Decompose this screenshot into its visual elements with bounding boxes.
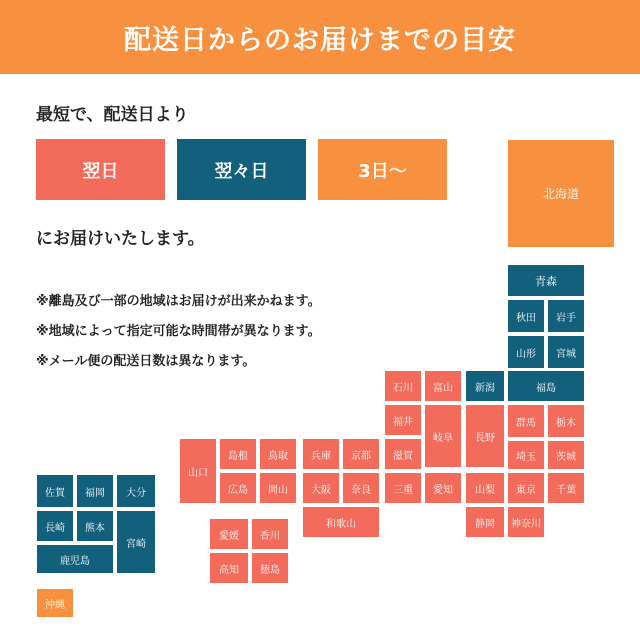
pref-nagano: 長野 xyxy=(465,404,505,468)
tail-text: にお届けいたします。 xyxy=(36,229,205,249)
pref-ehime: 愛媛 xyxy=(209,518,249,550)
pref-shizuoka: 静岡 xyxy=(465,506,505,538)
pref-kochi: 高知 xyxy=(209,552,249,584)
pref-shiga: 滋賀 xyxy=(384,438,422,470)
pref-yamanashi: 山梨 xyxy=(465,472,505,504)
pref-hiroshima: 広島 xyxy=(219,472,257,504)
pref-chiba: 千葉 xyxy=(547,472,585,504)
pref-saitama: 埼玉 xyxy=(507,440,545,470)
pref-kyoto: 京都 xyxy=(342,438,380,470)
lead-text: 最短で、配送日より xyxy=(36,105,189,125)
pref-nagasaki: 長崎 xyxy=(36,510,74,542)
pref-fukushima: 福島 xyxy=(507,370,585,402)
pref-okayama: 岡山 xyxy=(259,472,297,504)
pref-aichi: 愛知 xyxy=(424,472,462,504)
pref-tokushima: 徳島 xyxy=(251,552,289,584)
pref-tottori: 鳥取 xyxy=(259,438,297,470)
pref-tokyo: 東京 xyxy=(507,472,545,504)
badge-three-days: 3日～ xyxy=(318,139,447,200)
badge-two-days: 翌々日 xyxy=(177,139,306,200)
note-1: ※離島及び一部の地域はお届けが出来かねます。 xyxy=(36,294,321,309)
pref-kagawa: 香川 xyxy=(251,518,289,550)
pref-akita: 秋田 xyxy=(507,299,545,333)
pref-miyagi: 宮城 xyxy=(547,335,585,369)
badge-next-day: 翌日 xyxy=(36,139,165,200)
pref-hokkaido: 北海道 xyxy=(507,139,615,248)
pref-nara: 奈良 xyxy=(342,472,380,504)
pref-yamaguchi: 山口 xyxy=(179,438,217,504)
pref-wakayama: 和歌山 xyxy=(302,506,380,538)
pref-tochigi: 栃木 xyxy=(547,404,585,438)
pref-miyazaki: 宮崎 xyxy=(116,510,156,574)
pref-hyogo: 兵庫 xyxy=(302,438,340,470)
note-3: ※メール便の配送日数は異なります。 xyxy=(36,354,256,369)
page-title: 配送日からのお届けまでの目安 xyxy=(0,0,640,74)
pref-kumamoto: 熊本 xyxy=(76,510,114,542)
pref-gifu: 岐阜 xyxy=(424,404,462,468)
pref-oita: 大分 xyxy=(116,474,156,508)
pref-osaka: 大阪 xyxy=(302,472,340,504)
pref-ibaraki: 茨城 xyxy=(547,440,585,470)
pref-shimane: 島根 xyxy=(219,438,257,470)
pref-iwate: 岩手 xyxy=(547,299,585,333)
note-2: ※地域によって指定可能な時間帯が異なります。 xyxy=(36,324,321,339)
pref-yamagata: 山形 xyxy=(507,335,545,369)
pref-gunma: 群馬 xyxy=(507,404,545,438)
pref-niigata: 新潟 xyxy=(465,370,505,402)
pref-saga: 佐賀 xyxy=(36,474,74,508)
pref-fukuoka: 福岡 xyxy=(76,474,114,508)
pref-toyama: 富山 xyxy=(424,370,462,402)
pref-kanagawa: 神奈川 xyxy=(507,506,545,538)
pref-kagoshima: 鹿児島 xyxy=(36,544,114,574)
pref-ishikawa: 石川 xyxy=(384,370,422,402)
pref-fukui: 福井 xyxy=(384,404,422,436)
pref-aomori: 青森 xyxy=(507,264,585,297)
pref-mie: 三重 xyxy=(384,472,422,504)
pref-okinawa: 沖縄 xyxy=(36,588,74,618)
